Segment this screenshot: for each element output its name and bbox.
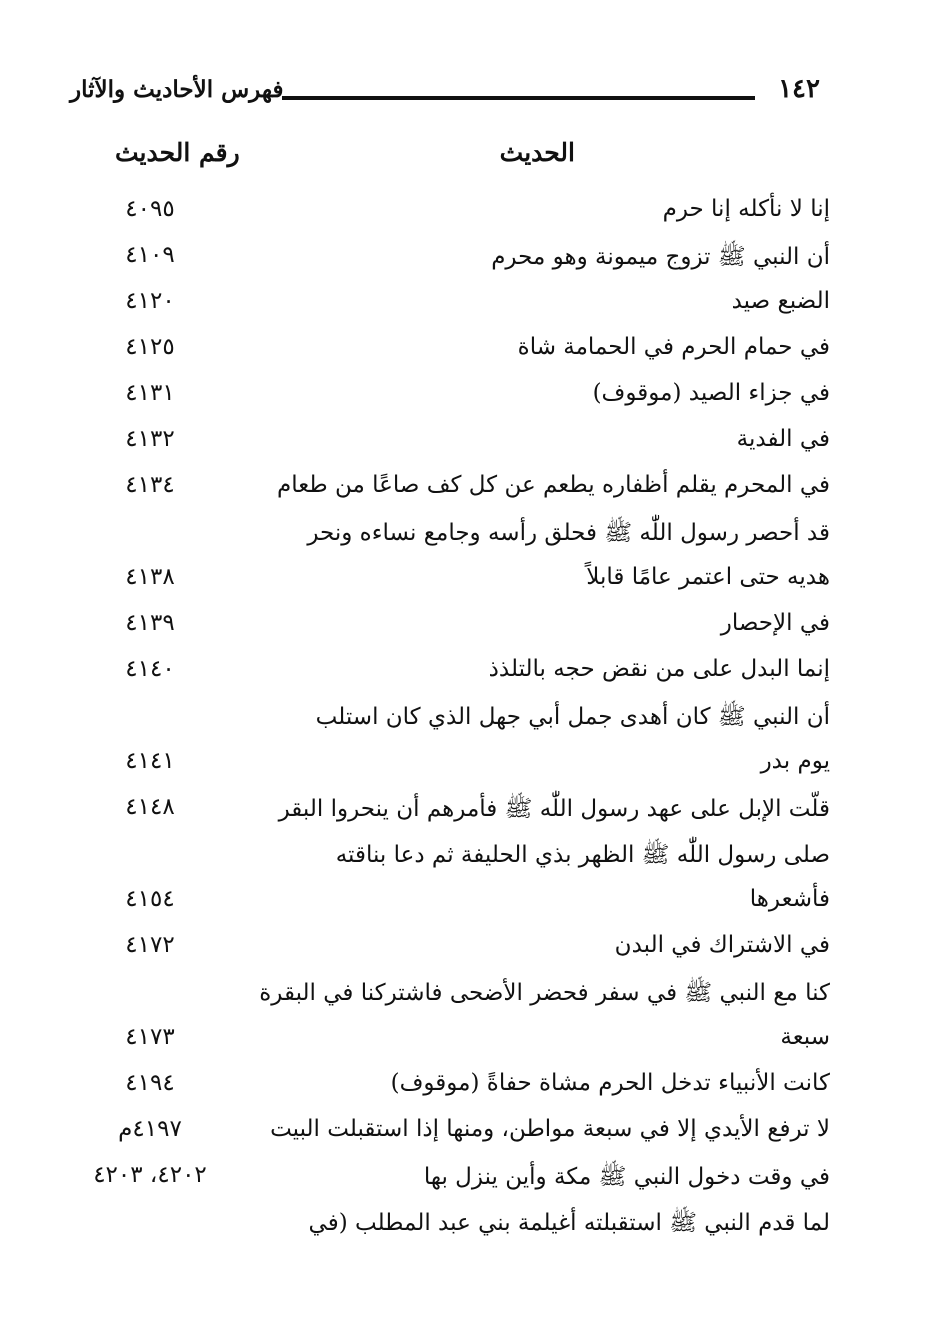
index-row — [60, 282, 830, 328]
hadith-text: يوم بدر — [760, 748, 830, 774]
index-row — [60, 1018, 830, 1064]
hadith-text: قد أحصر رسول اللّٰه ﷺ فحلق رأسه وجامع نساءه ونحر — [307, 520, 830, 546]
column-headings — [70, 138, 830, 178]
index-row — [60, 696, 830, 742]
index-row — [60, 650, 830, 696]
hadith-number: ٤١٢٥ — [125, 334, 175, 360]
hadith-text: سبعة — [780, 1024, 830, 1050]
hadith-text: لما قدم النبي ﷺ استقبلته أغيلمة بني عبد المطلب (في — [308, 1210, 830, 1236]
header-rule — [282, 96, 755, 100]
hadith-number: ٤١٥٤ — [125, 886, 175, 912]
hadith-text: في الإحصار — [720, 610, 830, 636]
index-row — [60, 1156, 830, 1202]
hadith-text: لا ترفع الأيدي إلا في سبعة مواطن، ومنها إذا استقبلت البيت — [270, 1116, 830, 1142]
hadith-number: ٤١٣٩ — [125, 610, 175, 636]
hadith-index-list — [60, 190, 830, 1248]
index-row — [60, 788, 830, 834]
hadith-number: ٤١٣٨ — [125, 564, 175, 590]
index-row — [60, 926, 830, 972]
hadith-text: فأشعرها — [749, 886, 830, 912]
page-number: ١٤٢ — [778, 74, 820, 104]
index-row — [60, 1202, 830, 1248]
hadith-text: في جزاء الصيد (موقوف) — [592, 380, 830, 406]
hadith-number: ٤١٤٨ — [125, 794, 175, 820]
hadith-text: في المحرم يقلم أظفاره يطعم عن كل كف صاعًا من طعام — [277, 472, 830, 498]
index-row — [60, 604, 830, 650]
hadith-text: أن النبي ﷺ تزوج ميمونة وهو محرم — [491, 244, 830, 270]
hadith-number: ٤١٩٧م — [118, 1116, 182, 1142]
hadith-column-heading: الحديث — [499, 138, 575, 167]
hadith-text: في وقت دخول النبي ﷺ مكة وأين ينزل بها — [423, 1164, 830, 1190]
hadith-text: إنما البدل على من نقض حجه بالتلذذ — [488, 656, 830, 682]
index-row — [60, 742, 830, 788]
hadith-number: ٤١٤٠ — [125, 656, 175, 682]
hadith-text: قلّت الإبل على عهد رسول اللّٰه ﷺ فأمرهم أن ينحروا البقر — [278, 796, 830, 822]
hadith-number: ٤١٣٢ — [125, 426, 175, 452]
index-row — [60, 236, 830, 282]
hadith-text: في الاشتراك في البدن — [614, 932, 830, 958]
hadith-number: ٤١٧٢ — [125, 932, 175, 958]
index-row — [60, 328, 830, 374]
hadith-number: ٤٠٩٥ — [125, 196, 175, 222]
hadith-number: ٤١٣١ — [125, 380, 175, 406]
index-row — [60, 880, 830, 926]
hadith-number: ٤٢٠٢، ٤٢٠٣ — [93, 1162, 207, 1188]
index-row — [60, 972, 830, 1018]
hadith-text: في الفدية — [736, 426, 830, 452]
index-row — [60, 558, 830, 604]
hadith-text: كنا مع النبي ﷺ في سفر فحضر الأضحى فاشتركنا في البقرة — [259, 980, 830, 1006]
page-header — [70, 74, 830, 110]
hadith-text: كانت الأنبياء تدخل الحرم مشاة حفاةً (موقوف) — [390, 1070, 830, 1096]
index-row — [60, 1110, 830, 1156]
index-row — [60, 190, 830, 236]
hadith-text: صلى رسول اللّٰه ﷺ الظهر بذي الحليفة ثم دعا بناقته — [335, 842, 830, 868]
index-row — [60, 834, 830, 880]
hadith-number: ٤١٠٩ — [125, 242, 175, 268]
hadith-text: في حمام الحرم في الحمامة شاة — [517, 334, 830, 360]
hadith-number: ٤١٤١ — [125, 748, 175, 774]
hadith-text: أن النبي ﷺ كان أهدى جمل أبي جهل الذي كان استلب — [315, 704, 830, 730]
hadith-text: هديه حتى اعتمر عامًا قابلاً — [586, 564, 830, 590]
hadith-number: ٤١٧٣ — [125, 1024, 175, 1050]
hadith-number: ٤١٢٠ — [125, 288, 175, 314]
hadith-text: الضبع صيد — [731, 288, 830, 314]
running-title: فهرس الأحاديث والآثار — [70, 76, 284, 103]
index-row — [60, 466, 830, 512]
index-row — [60, 512, 830, 558]
hadith-number: ٤١٣٤ — [125, 472, 175, 498]
index-row — [60, 420, 830, 466]
number-column-heading: رقم الحديث — [115, 138, 240, 167]
index-row — [60, 374, 830, 420]
hadith-text: إنا لا نأكله إنا حرم — [662, 196, 830, 222]
hadith-number: ٤١٩٤ — [125, 1070, 175, 1096]
index-row — [60, 1064, 830, 1110]
